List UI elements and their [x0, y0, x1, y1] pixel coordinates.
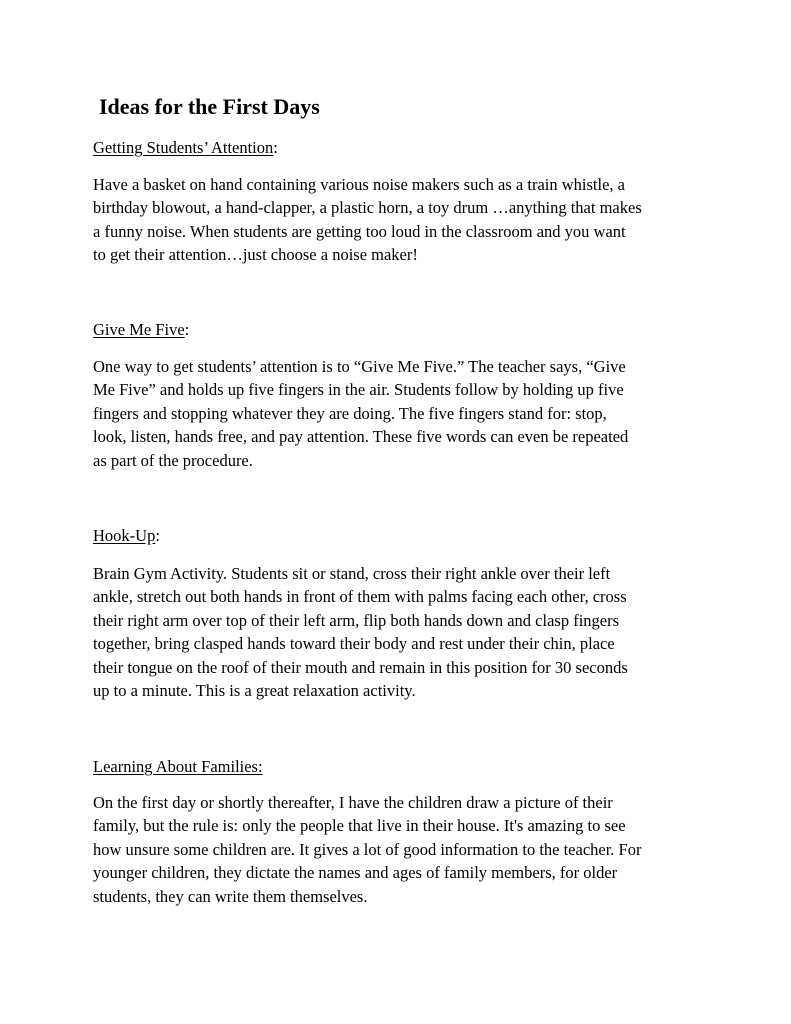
paragraph-line: younger children, they dictate the names and ages of family members, for older	[93, 863, 618, 883]
paragraph-line: Brain Gym Activity. Students sit or stand, cross their right ankle over their left	[93, 564, 611, 583]
paragraph-line: Have a basket on hand containing various noise makers such as a train whistle, a	[93, 175, 625, 194]
paragraph-line: birthday blowout, a hand-clapper, a plastic horn, a toy drum …anything that makes	[93, 198, 642, 218]
section-heading-suffix: :	[155, 526, 160, 545]
section-paragraph-give-me-five	[93, 355, 713, 472]
section-heading-suffix: :	[184, 320, 190, 339]
section-paragraph-learning-about-families	[93, 791, 713, 908]
paragraph-line: Me Five” and holds up five fingers in the air. Students follow by holding up five	[93, 380, 624, 400]
paragraph-line: ankle, stretch out both hands in front of them with palms facing each other, cross	[93, 587, 627, 607]
section-heading-text: Hook-Up	[93, 526, 156, 545]
section-heading-hook-up	[93, 525, 160, 547]
paragraph-line: family, but the rule is: only the people that live in their house. It's amazing to see	[93, 816, 626, 836]
section-heading-text: Learning About Families:	[93, 757, 263, 776]
section-heading-getting-attention	[93, 137, 278, 159]
paragraph-line: how unsure some children are. It gives a lot of good information to the teacher. For	[93, 839, 642, 859]
section-paragraph-getting-attention	[93, 173, 713, 267]
section-heading-text: Getting Students’ Attention	[93, 138, 274, 157]
section-heading-give-me-five	[93, 319, 189, 341]
paragraph-line: look, listen, hands free, and pay attention. These five words can even be repeated	[93, 427, 629, 447]
paragraph-line: their right arm over top of their left arm, flip both hands down and clasp fingers	[93, 610, 620, 630]
paragraph-line: One way to get students’ attention is to “Give Me Five.” The teacher says, “Give	[93, 357, 626, 376]
paragraph-line: to get their attention…just choose a noise maker!	[93, 245, 418, 265]
paragraph-line: their tongue on the roof of their mouth and remain in this position for 30 seconds	[93, 657, 628, 677]
page-title: Ideas for the First Days	[99, 94, 320, 119]
paragraph-line: a funny noise. When students are getting too loud in the classroom and you want	[93, 221, 626, 241]
section-heading-learning-about-families	[93, 756, 263, 778]
paragraph-line: up to a minute. This is a great relaxation activity.	[93, 681, 416, 701]
paragraph-line: fingers and stopping whatever they are doing. The five fingers stand for: stop,	[93, 403, 607, 423]
section-paragraph-hook-up	[93, 562, 713, 702]
paragraph-line: students, they can write them themselves.	[93, 886, 368, 906]
paragraph-line: On the first day or shortly thereafter, I have the children draw a picture of their	[93, 793, 613, 812]
section-heading-suffix: :	[273, 138, 278, 157]
paragraph-line: as part of the procedure.	[93, 450, 253, 470]
section-heading-text: Give Me Five	[93, 320, 185, 339]
paragraph-line: together, bring clasped hands toward their body and rest under their chin, place	[93, 634, 615, 654]
